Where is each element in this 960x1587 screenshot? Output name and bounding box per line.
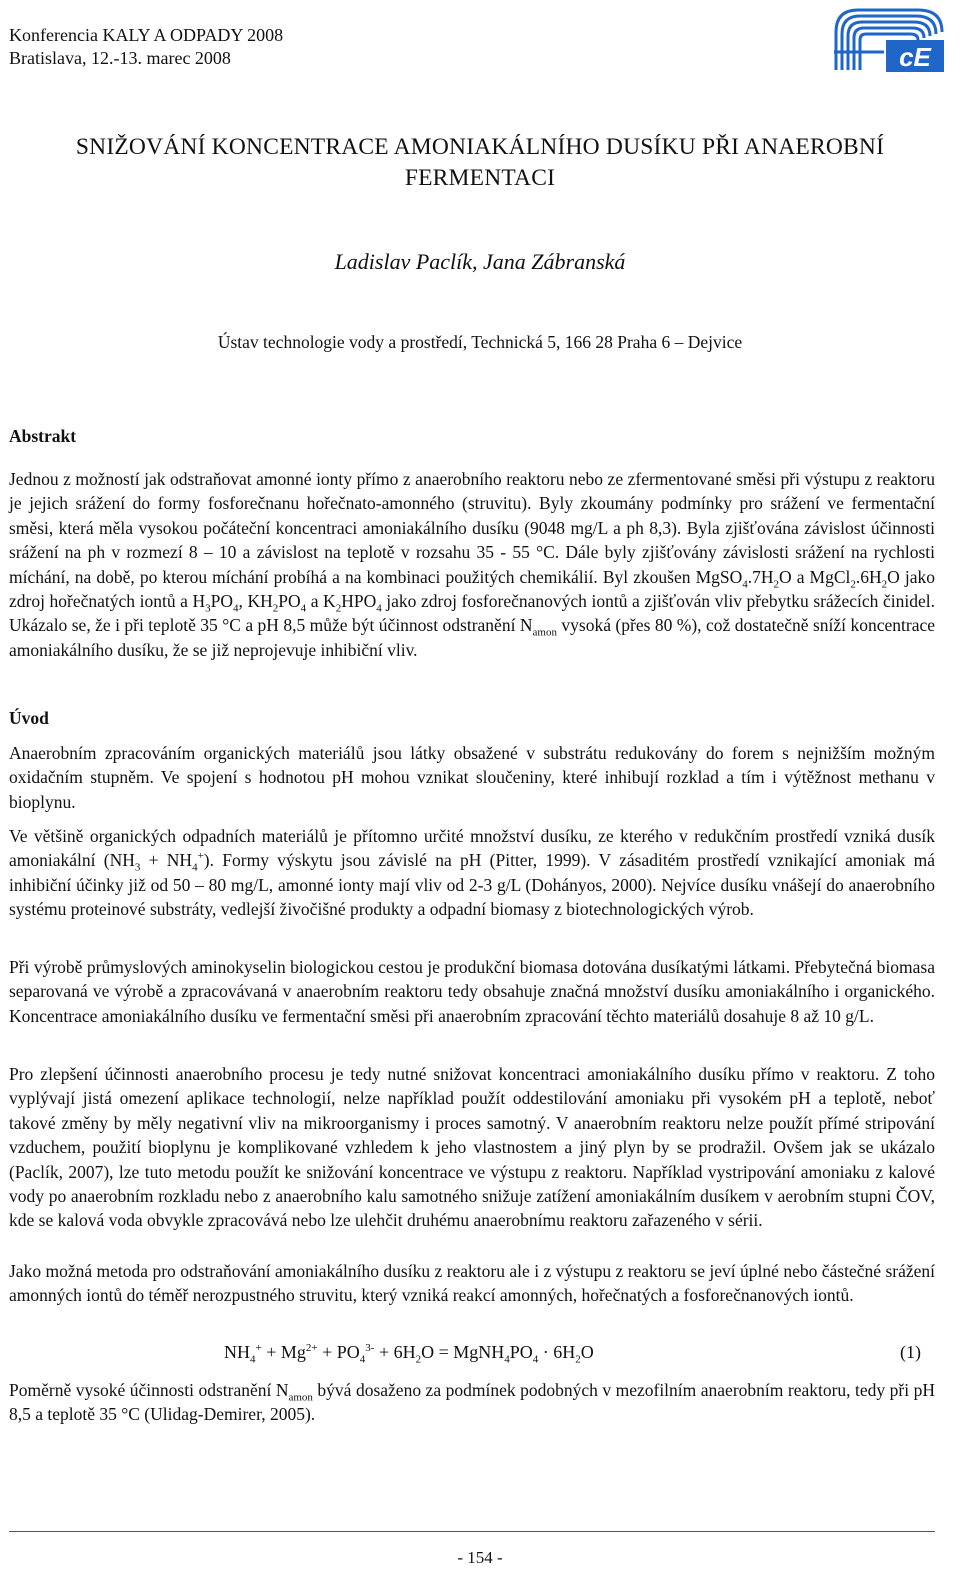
intro-paragraph-4: Pro zlepšení účinnosti anaerobního procesu je tedy nutné snižovat koncentraci amoniakálního dusíku přímo v reaktoru. Z toho vyplývají jistá omezení aplikace technologií, nelze například použít oddestilování amoniaku při vysokém pH a teplotě, neboť takové změny by měly negativní vliv na mikroorganismy i proces samotný. V anaerobním reaktoru nelze použít přímé stripování vzduchem, použití bioplynu je komplikované vzhledem k jeho vlastnostem a jiný plyn by se prodražil. Ovšem jak se ukázalo (Paclík, 2007), lze tuto metodu použít ke snižování koncentrace ve výstupu z reaktoru. Například vystripování amoniaku z kalové vody po anaerobním rozkladu nebo z anaerobního kalu samotného snižuje zatížení amoniakálním dusíkem v aerobním stupni ČOV, kde se kalová voda obvykle zpracovává nebo lze ulehčit druhému anaerobnímu reaktoru zařazeného v sérii. (9, 1064, 935, 1231)
footer-divider (9, 1531, 935, 1532)
intro-heading: Úvod (9, 708, 49, 728)
intro-paragraph-2: Ve většině organických odpadních materiálů je přítomno určité množství dusíku, ze kterého v redukčním prostředí vzniká dusík amoniakální $(NH_3 + NH_4^+)$. Formy výskytu jsou závislé na pH (Pitter, 1999). V zásaditém prostředí vznikající amoniak má inhibiční účinky již od 50 – 80 mg/L, amonné ionty mají vliv od 2-3 g/L (Dohányos, 2000). Nejvíce dusíku vnášejí do anaerobního systému proteinové substráty, vedlejší živočišné produkty a odpadní biomasy z biotechnologických výrob. (9, 826, 935, 920)
intro-paragraph-6: Poměrně vysoké účinnosti odstranění $N_{amon}$ bývá dosaženo za podmínek podobných v mezofilním anaerobním reaktoru, tedy při pH 8,5 a teplotě 35 °C (Ulidag-Demirer, 2005). (9, 1380, 935, 1425)
intro-paragraph-1: Anaerobním zpracováním organických materiálů jsou látky obsažené v substrátu redukovány do forem s nejnižším možným oxidačním stupněm. Ve spojení s hodnotou pH mohou vznikat sloučeniny, které inhibují rozklad a tím i výtěžnost methanu v bioplynu. (9, 743, 935, 812)
intro-paragraph-3: Při výrobě průmyslových aminokyselin biologickou cestou je produkční biomasa dotována dusíkatými látkami. Přebytečná biomasa separovaná ve výrobě a zpracovávaná v anaerobním reaktoru tedy obsahuje značná množství dusíku amoniakálního i organického. Koncentrace amoniakálního dusíku ve fermentační směsi při anaerobním zpracování těchto materiálů dosahuje 8 až 10 g/L. (9, 957, 935, 1026)
intro-paragraph-5: Jako možná metoda pro odstraňování amoniakálního dusíku z reaktoru ale i z výstupu z reaktoru se jeví úplné nebo částečné srážení amonných iontů do téměř nerozpustného struvitu, který vzniká reakcí amonných, hořečnatých a fosforečnanových iontů. (9, 1261, 935, 1306)
abstract-heading: Abstrakt (9, 426, 77, 446)
struvite-equation: $NH_4^+ + Mg^{2+} + PO_4^{3-} + 6H_2O$ = $MgNH_4PO_4 \cdot 6H_2O$ (224, 1342, 594, 1366)
page-number: - 154 - (457, 1548, 503, 1567)
conference-header (9, 24, 283, 70)
conference-name: Konferencia KALY A ODPADY 2008 (9, 25, 284, 45)
svg-text:cE: cE (899, 42, 931, 72)
abstract-paragraph: Jednou z možností jak odstraňovat amonné ionty přímo z anaerobního reaktoru nebo ze zfermentované směsi při výstupu z reaktoru je jejich srážení do formy fosforečnanu hořečnato-amonného (struvitu). Byly zkoumány podmínky pro srážení ve fermentační směsi, která měla vysokou počáteční koncentraci amoniakálního dusíku (9048 mg/L a ph 8,3). Byla zjišťována závislost účinnosti srážení na ph v rozmezí 8 – 10 a závislost na teplotě v rozsahu 35 - 55 °C. Dále byly zjišťovány závislosti srážení na rychlosti míchání, na době, po kterou míchání probíhá a na kombinaci použitých chemikálií. Byl zkoušen $MgSO_4.7H_2O$ a $MgCl_2.6H_2O$ jako zdroj hořečnatých iontů a $H_3PO_4$, $KH_2PO_4$ a $K_2HPO_4$ jako zdroj fosforečnanových iontů a zjišťován vliv přebytku srážecích činidel. Ukázalo se, že i při teplotě 35 °C a pH 8,5 může být účinnost odstranění $N_{amon}$ vysoká (přes 80 %), což dostatečně sníží koncentrace amoniakálního dusíku, že se již neprojevuje inhibiční vliv. (9, 469, 935, 660)
paper-authors: Ladislav Paclík, Jana Zábranská (334, 249, 626, 274)
paper-title: SNIŽOVÁNÍ KONCENTRACE AMONIAKÁLNÍHO DUSÍKU PŘI ANAEROBNÍ FERMENTACI (75, 134, 885, 191)
author-affiliation: Ústav technologie vody a prostředí, Technická 5, 166 28 Praha 6 – Dejvice (217, 332, 743, 352)
ace-logo-icon (832, 4, 948, 74)
conference-location-date: Bratislava, 12.-13. marec 2008 (9, 48, 231, 68)
equation-number: (1) (900, 1342, 921, 1362)
